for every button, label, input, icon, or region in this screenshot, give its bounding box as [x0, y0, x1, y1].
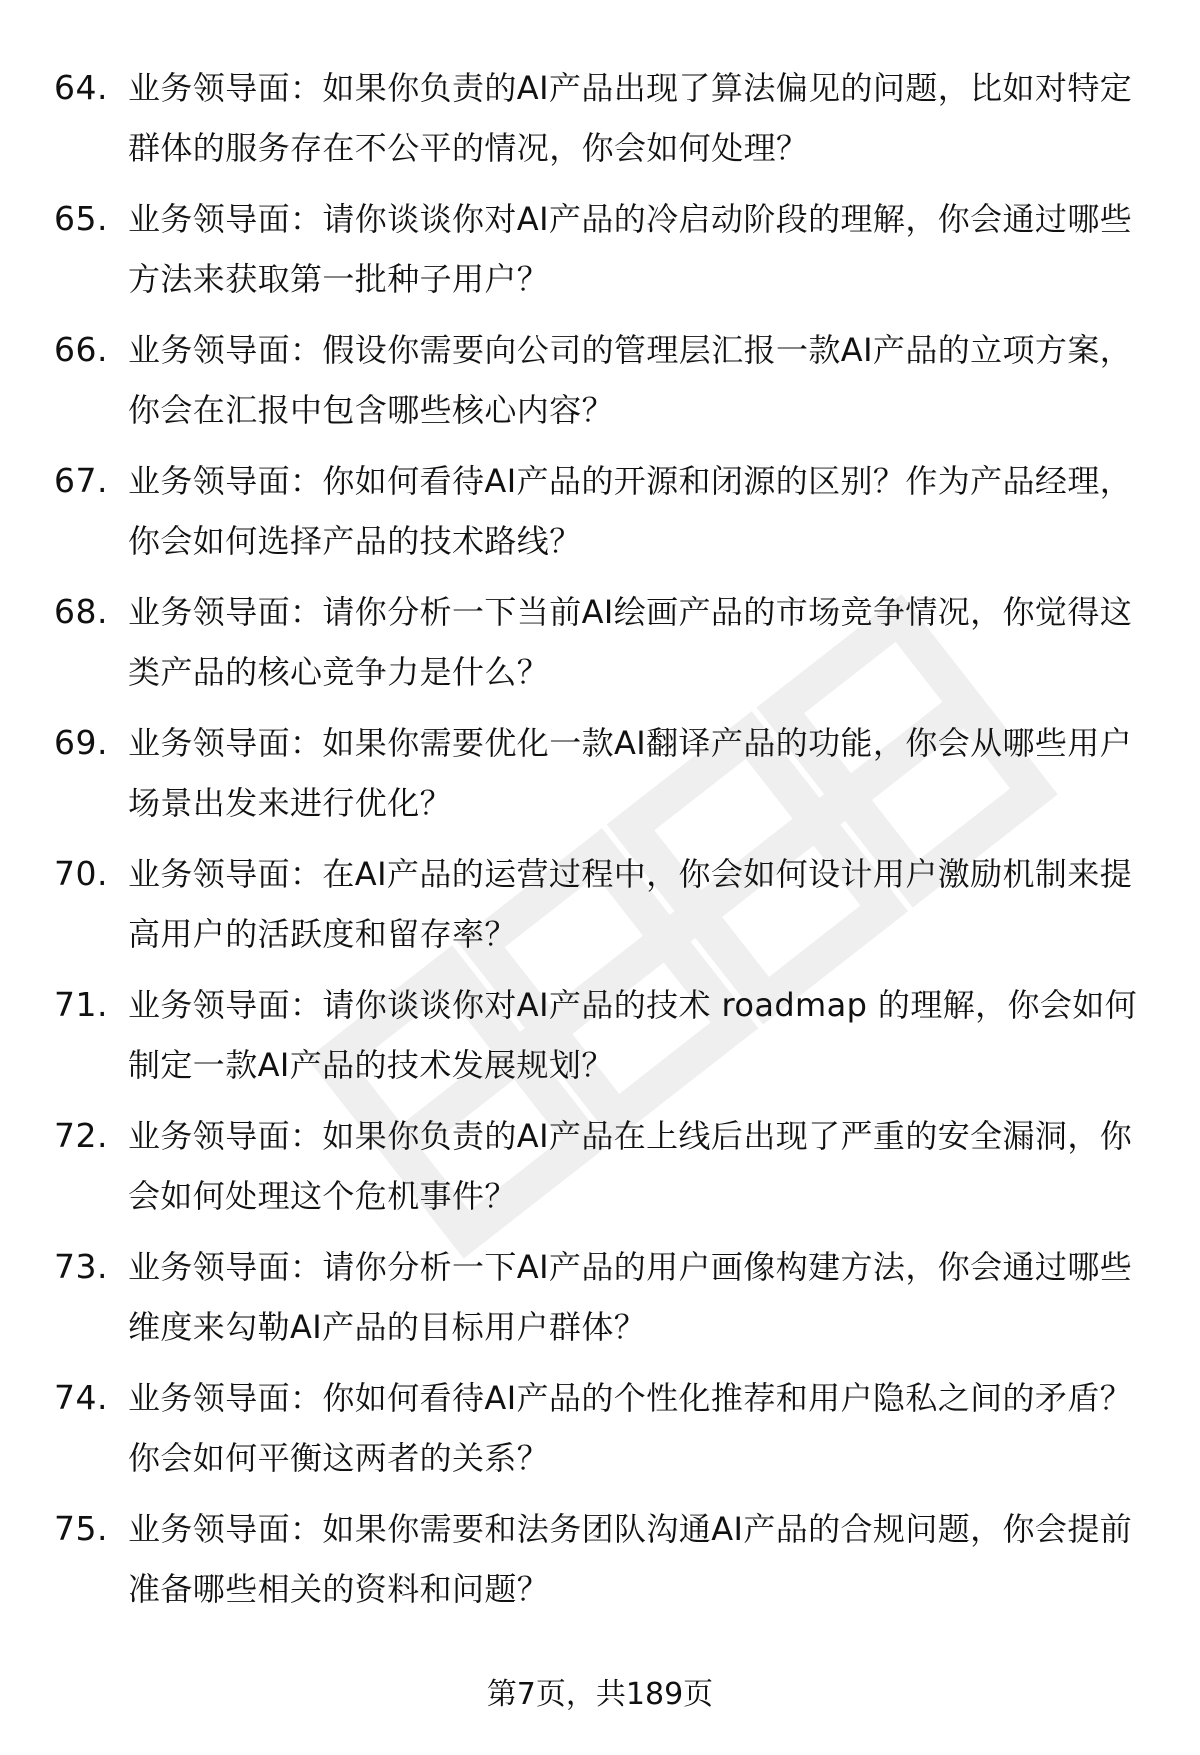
list-item — [54, 189, 1154, 320]
list-item — [54, 1499, 1154, 1630]
page-number-footer: 第7页，共189页 — [486, 1677, 714, 1712]
question-text: 业务领导面：如果你负责的AI产品出现了算法偏见的问题，比如对特定群体的服务存在不公平的情况，你会如何处理？ — [128, 69, 1133, 167]
question-text: 业务领导面：请你谈谈你对AI产品的冷启动阶段的理解，你会通过哪些方法来获取第一批种子用户？ — [128, 200, 1133, 298]
question-text: 业务领导面：请你分析一下当前AI绘画产品的市场竞争情况，你觉得这类产品的核心竞争力是什么？ — [128, 593, 1133, 691]
list-item — [54, 1106, 1154, 1237]
question-number: 75. — [54, 1509, 108, 1548]
list-item — [54, 713, 1154, 844]
list-item — [54, 1237, 1154, 1368]
list-item — [54, 844, 1154, 975]
list-item — [54, 1368, 1154, 1499]
question-text: 业务领导面：你如何看待AI产品的个性化推荐和用户隐私之间的矛盾？你会如何平衡这两者的关系？ — [128, 1379, 1133, 1477]
list-item — [54, 58, 1154, 189]
question-text: 业务领导面：如果你负责的AI产品在上线后出现了严重的安全漏洞，你会如何处理这个危机事件？ — [128, 1117, 1133, 1215]
question-text: 业务领导面：如果你需要优化一款AI翻译产品的功能，你会从哪些用户场景出发来进行优化？ — [128, 724, 1133, 822]
question-text: 业务领导面：你如何看待AI产品的开源和闭源的区别？作为产品经理，你会如何选择产品的技术路线？ — [128, 462, 1133, 560]
question-number: 68. — [54, 592, 108, 631]
question-number: 64. — [54, 68, 108, 107]
question-text: 业务领导面：如果你需要和法务团队沟通AI产品的合规问题，你会提前准备哪些相关的资料和问题？ — [128, 1510, 1133, 1608]
question-number: 70. — [54, 854, 108, 893]
list-item — [54, 451, 1154, 582]
question-text: 业务领导面：在AI产品的运营过程中，你会如何设计用户激励机制来提高用户的活跃度和留存率？ — [128, 855, 1133, 953]
question-number: 74. — [54, 1378, 108, 1417]
list-item — [54, 320, 1154, 451]
question-number: 67. — [54, 461, 108, 500]
question-text: 业务领导面：请你分析一下AI产品的用户画像构建方法，你会通过哪些维度来勾勒AI产品的目标用户群体？ — [128, 1248, 1133, 1346]
list-item — [54, 975, 1154, 1106]
question-number: 66. — [54, 330, 108, 369]
question-text: 业务领导面：假设你需要向公司的管理层汇报一款AI产品的立项方案，你会在汇报中包含哪些核心内容？ — [128, 331, 1133, 429]
question-number: 71. — [54, 985, 108, 1024]
question-number: 73. — [54, 1247, 108, 1286]
question-list — [54, 58, 1154, 1630]
list-item — [54, 582, 1154, 713]
question-number: 72. — [54, 1116, 108, 1155]
question-number: 65. — [54, 199, 108, 238]
question-number: 69. — [54, 723, 108, 762]
question-text: 业务领导面：请你谈谈你对AI产品的技术 roadmap 的理解，你会如何制定一款AI产品的技术发展规划？ — [128, 986, 1138, 1084]
